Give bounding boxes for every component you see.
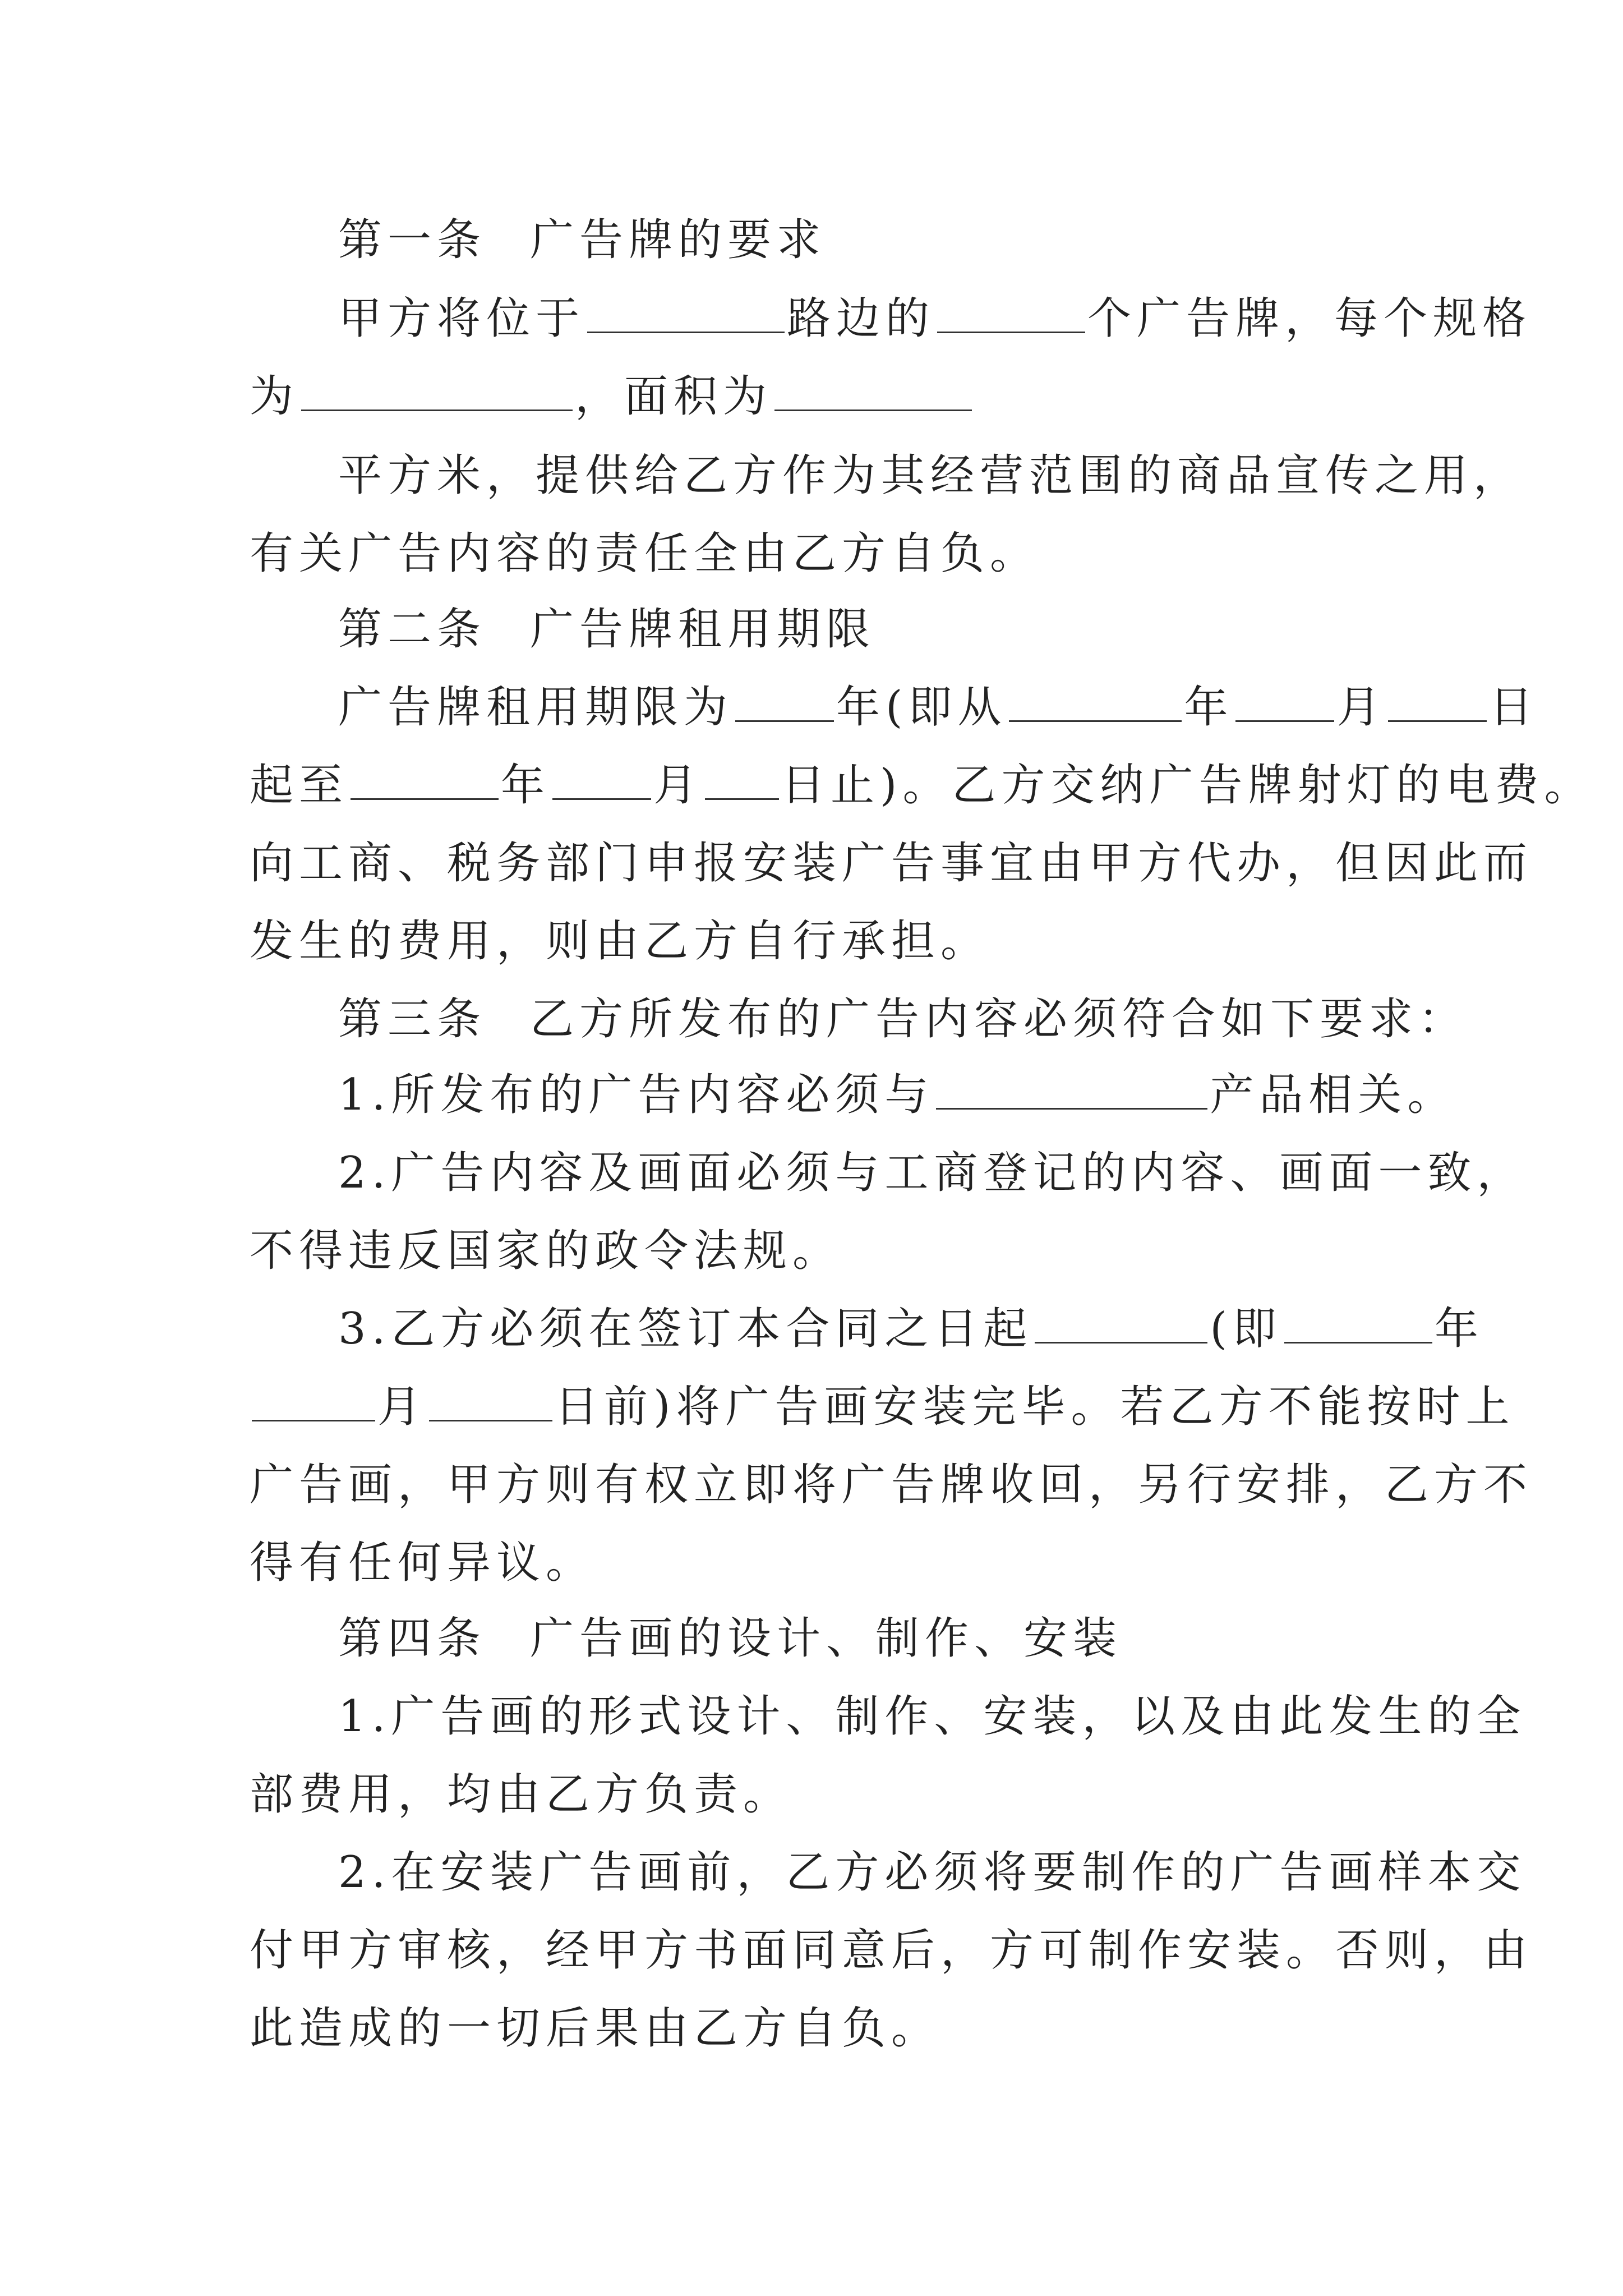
text-segment: 广告牌租用期限为 [338,682,734,733]
text-line [338,436,1523,515]
text-line [250,1368,1515,1446]
text-segment: 起至 [250,760,349,811]
fill-in-blank [1009,681,1182,722]
text-line [338,1677,1526,1756]
text-line [250,1446,1533,1524]
text-line [250,514,1039,593]
text-line [338,668,1539,747]
fill-in-blank [1388,681,1487,722]
text-segment: 得有任何异议。 [250,1538,596,1588]
fill-in-blank [252,1381,375,1421]
text-line [250,1755,792,1834]
text-segment: 部费用，均由乙方负责。 [250,1769,793,1820]
text-line [250,1911,1533,1990]
text-segment: 付甲方审核，经甲方书面同意后，方可制作安装。否则，由 [250,1925,1533,1976]
text-segment: 1.所发布的广告内容必须与 [338,1070,934,1120]
fill-in-blank [587,292,785,333]
text-line [250,1989,940,2068]
fill-in-blank [351,759,499,800]
text-segment: 月 [1336,682,1386,733]
text-segment: 路边的 [787,293,935,344]
text-line [338,1056,1456,1134]
text-segment: 第四条 [338,1613,487,1664]
text-segment: 1.广告画的形式设计、制作、安装，以及由此发生的全 [338,1691,1527,1742]
fill-in-blank [936,1069,1207,1110]
text-segment: 月 [653,760,703,811]
text-line [338,279,1532,358]
fill-in-blank [705,759,779,800]
fill-in-blank [735,681,834,722]
text-segment: 第二条 [338,604,487,655]
text-line [250,824,1533,903]
text-line [250,902,990,981]
text-line [338,980,1468,1059]
fill-in-blank [429,1381,552,1421]
text-segment: 广告画的设计、制作、安装 [530,1613,1123,1664]
text-line [338,590,875,669]
text-segment: 日前)将广告画安装完毕。若乙方不能按时上 [555,1382,1515,1432]
fill-in-blank [1035,1303,1207,1343]
fill-in-blank [937,292,1085,333]
text-segment: 向工商、税务部门申报安装广告事宜由甲方代办，但因此而 [250,838,1533,889]
text-segment: 第三条 [338,994,487,1045]
text-segment: 2.在安装广告画前，乙方必须将要制作的广告画样本交 [338,1847,1527,1898]
text-line [250,1212,842,1290]
text-segment: 2.广告内容及画面必须与工商登记的内容、画面一致， [338,1148,1527,1198]
text-segment: 日止)。乙方交纳广告牌射灯的电费。 [781,760,1594,811]
fill-in-blank [774,370,972,411]
text-segment: (即 [1210,1304,1282,1354]
text-segment: ，面积为 [575,371,773,422]
text-segment: 乙方所发布的广告内容必须符合如下要求： [530,994,1468,1045]
text-line [250,357,974,436]
fill-in-blank [301,370,573,411]
text-segment: 年 [1184,682,1234,733]
text-segment: 日 [1489,682,1539,733]
text-segment: 年 [501,760,551,811]
fill-in-blank [552,759,651,800]
text-segment: 此造成的一切后果由乙方自负。 [250,2003,941,2054]
fill-in-blank [1235,681,1334,722]
text-line [250,1524,595,1602]
text-segment: 发生的费用，则由乙方自行承担。 [250,916,990,967]
text-line [338,1833,1526,1912]
text-segment: 3.乙方必须在签订本合同之日起 [338,1304,1033,1354]
fill-in-blank [1284,1303,1432,1343]
text-line [338,201,826,279]
text-segment: 为 [250,371,299,422]
text-segment: 个广告牌，每个规格 [1087,293,1532,344]
text-line [338,1599,1122,1678]
text-segment: 不得违反国家的政令法规。 [250,1226,842,1276]
text-segment: 广告牌的要求 [530,215,827,265]
text-segment: 有关广告内容的责任全由乙方自负。 [250,528,1040,579]
text-line [250,746,1593,825]
text-segment: 月 [377,1382,427,1432]
text-segment: 第一条 [338,215,487,265]
text-line [338,1134,1526,1212]
text-segment: 年(即从 [836,682,1007,733]
text-segment: 广告牌租用期限 [530,604,876,655]
text-line [338,1290,1484,1368]
text-segment: 年 [1434,1304,1484,1354]
text-segment: 广告画，甲方则有权立即将广告牌收回，另行安排，乙方不 [250,1460,1533,1510]
text-segment: 产品相关。 [1210,1070,1457,1120]
text-segment: 甲方将位于 [338,293,585,344]
text-segment: 平方米，提供给乙方作为其经营范围的商品宣传之用， [338,450,1523,501]
